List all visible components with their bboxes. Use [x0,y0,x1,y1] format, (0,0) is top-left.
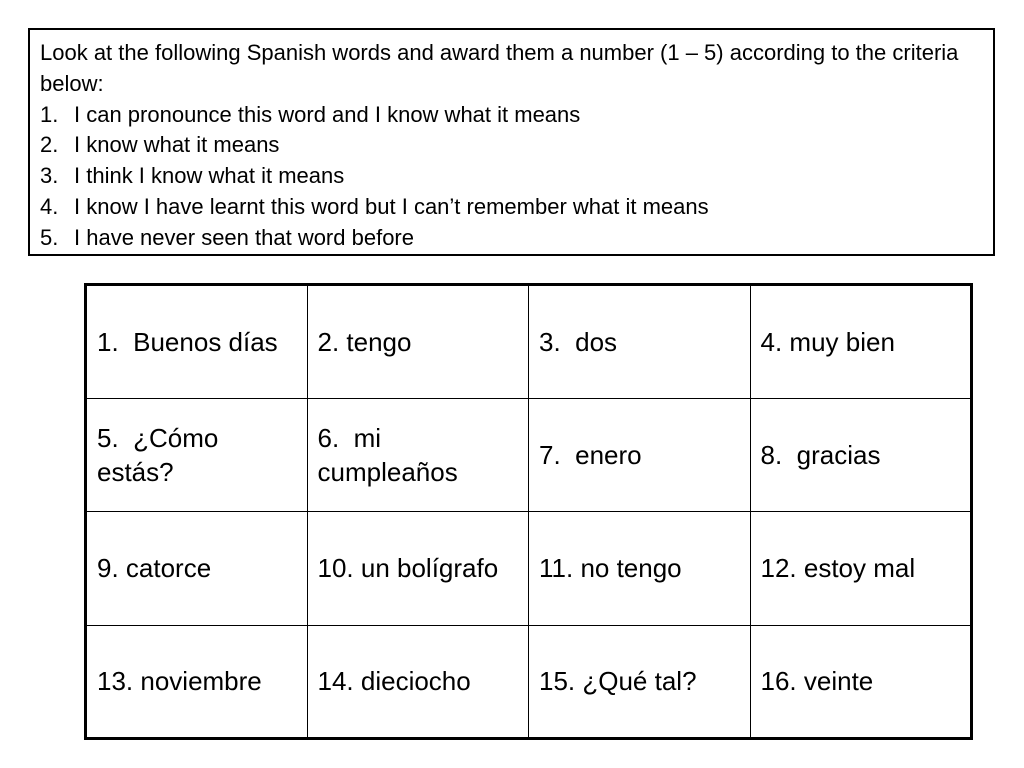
criteria-text: I know I have learnt this word but I can’t remember what it means [74,193,709,219]
instructions-box [28,28,995,256]
word-grid-row [86,285,972,399]
word-grid-row [86,398,972,512]
word-grid-row [86,625,972,739]
criteria-text: I can pronounce this word and I know what it means [74,101,581,127]
word-cell: 11. no tengo [529,512,751,626]
criteria-text: I have never seen that word before [74,224,414,250]
instructions-intro: Look at the following Spanish words and award them a number (1 – 5) according to the criteria below: [40,40,959,96]
criteria-list [40,100,983,254]
word-cell: 12. estoy mal [750,512,972,626]
word-cell: 9. catorce [86,512,308,626]
criteria-text: I think I know what it means [74,163,345,189]
word-cell: 8. gracias [750,398,972,512]
word-cell: 2. tengo [307,285,529,399]
word-cell: 14. dieciocho [307,625,529,739]
word-cell: 1. Buenos días [86,285,308,399]
criteria-number: 5. [40,224,59,250]
criteria-number: 1. [40,101,59,127]
word-grid [84,283,973,740]
word-cell: 3. dos [529,285,751,399]
criteria-number: 2. [40,132,59,158]
word-grid-row [86,512,972,626]
criteria-item [40,192,983,223]
criteria-item [40,161,983,192]
word-cell: 5. ¿Cómo estás? [86,398,308,512]
criteria-number: 3. [40,163,59,189]
word-cell: 7. enero [529,398,751,512]
criteria-item [40,223,983,254]
criteria-number: 4. [40,193,59,219]
word-cell: 6. mi cumpleaños [307,398,529,512]
word-cell: 16. veinte [750,625,972,739]
criteria-item [40,100,983,131]
word-cell: 13. noviembre [86,625,308,739]
word-cell: 10. un bolígrafo [307,512,529,626]
criteria-text: I know what it means [74,132,280,158]
criteria-item [40,130,983,161]
word-cell: 4. muy bien [750,285,972,399]
word-cell: 15. ¿Qué tal? [529,625,751,739]
